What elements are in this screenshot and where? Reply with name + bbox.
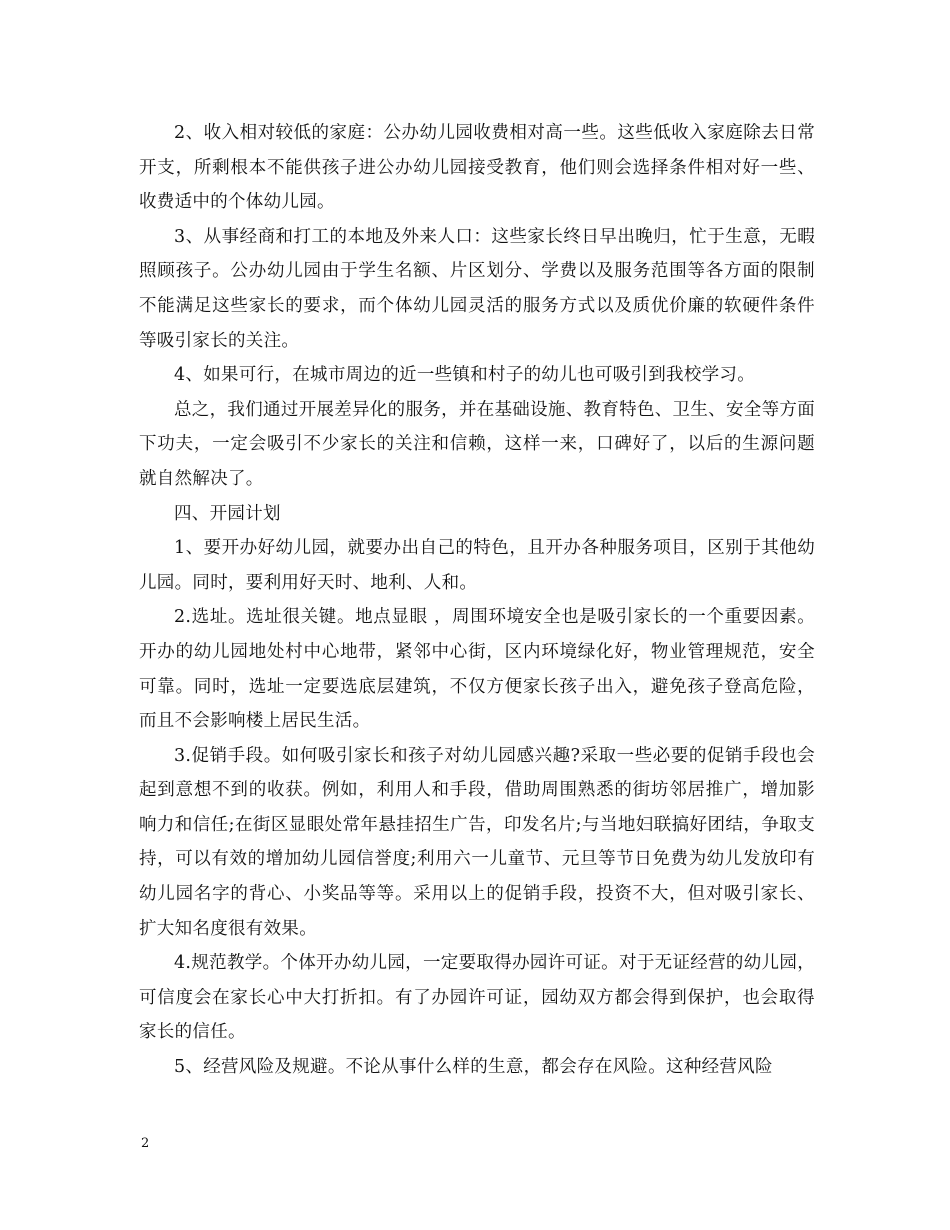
paragraph-summary: 总之，我们通过开展差异化的服务，并在基础设施、教育特色、卫生、安全等方面下功夫，一定会吸引不少家长的关注和信赖，这样一来，口碑好了，以后的生源问题就自然解决了。 [139,399,815,489]
paragraph-business-risk: 5、经营风险及规避。不论从事什么样的生意，都会存在风险。这种经营风险 [174,1057,773,1078]
document-body [139,116,815,1085]
paragraph-business-workers: 3、从事经商和打工的本地及外来人口：这些家长终日早出晚归，忙于生意，无暇照顾孩子。公办幼儿园由于学生名额、片区划分、学费以及服务范围等各方面的限制不能满足这些家长的要求，而个体幼儿园灵活的服务方式以及质优价廉的软硬件条件等吸引家长的关注。 [139,226,815,351]
paragraph-low-income-families: 2、收入相对较低的家庭：公办幼儿园收费相对高一些。这些低收入家庭除去日常开支，所剩根本不能供孩子进公办幼儿园接受教育，他们则会选择条件相对好一些、收费适中的个体幼儿园。 [139,123,815,213]
paragraph-nearby-towns: 4、如果可行，在城市周边的近一些镇和村子的幼儿也可吸引到我校学习。 [174,365,756,386]
section-heading-opening-plan: 四、开园计划 [174,503,281,524]
page-number: 2 [141,1136,150,1151]
paragraph-features: 1、要开办好幼儿园，就要办出自己的特色，且开办各种服务项目，区别于其他幼儿园。同时，要利用好天时、地利、人和。 [139,538,815,593]
paragraph-standard-teaching: 4.规范教学。个体开办幼儿园，一定要取得办园许可证。对于无证经营的幼儿园，可信度会在家长心中大打折扣。有了办园许可证，园幼双方都会得到保护，也会取得家长的信任。 [139,953,815,1043]
paragraph-promotion: 3.促销手段。如何吸引家长和孩子对幼儿园感兴趣?采取一些必要的促销手段也会起到意想不到的收获。例如，利用人和手段，借助周围熟悉的街坊邻居推广，增加影响力和信任;在街区显眼处常年悬挂招生广告，印发名片;与当地妇联搞好团结，争取支持，可以有效的增加幼儿园信誉度;利用六一儿童节、元旦等节日免费为幼儿发放印有幼儿园名字的背心、小奖品等等。采用以上的促销手段，投资不大，但对吸引家长、扩大知名度很有效果。 [139,745,815,939]
paragraph-site-selection: 2.选址。选址很关键。地点显眼 ，周围环境安全也是吸引家长的一个重要因素。开办的幼儿园地处村中心地带，紧邻中心街，区内环境绿化好，物业管理规范，安全可靠。同时，选址一定要选底层建筑，不仅方便家长孩子出入，避免孩子登高危险，而且不会影响楼上居民生活。 [139,607,815,732]
